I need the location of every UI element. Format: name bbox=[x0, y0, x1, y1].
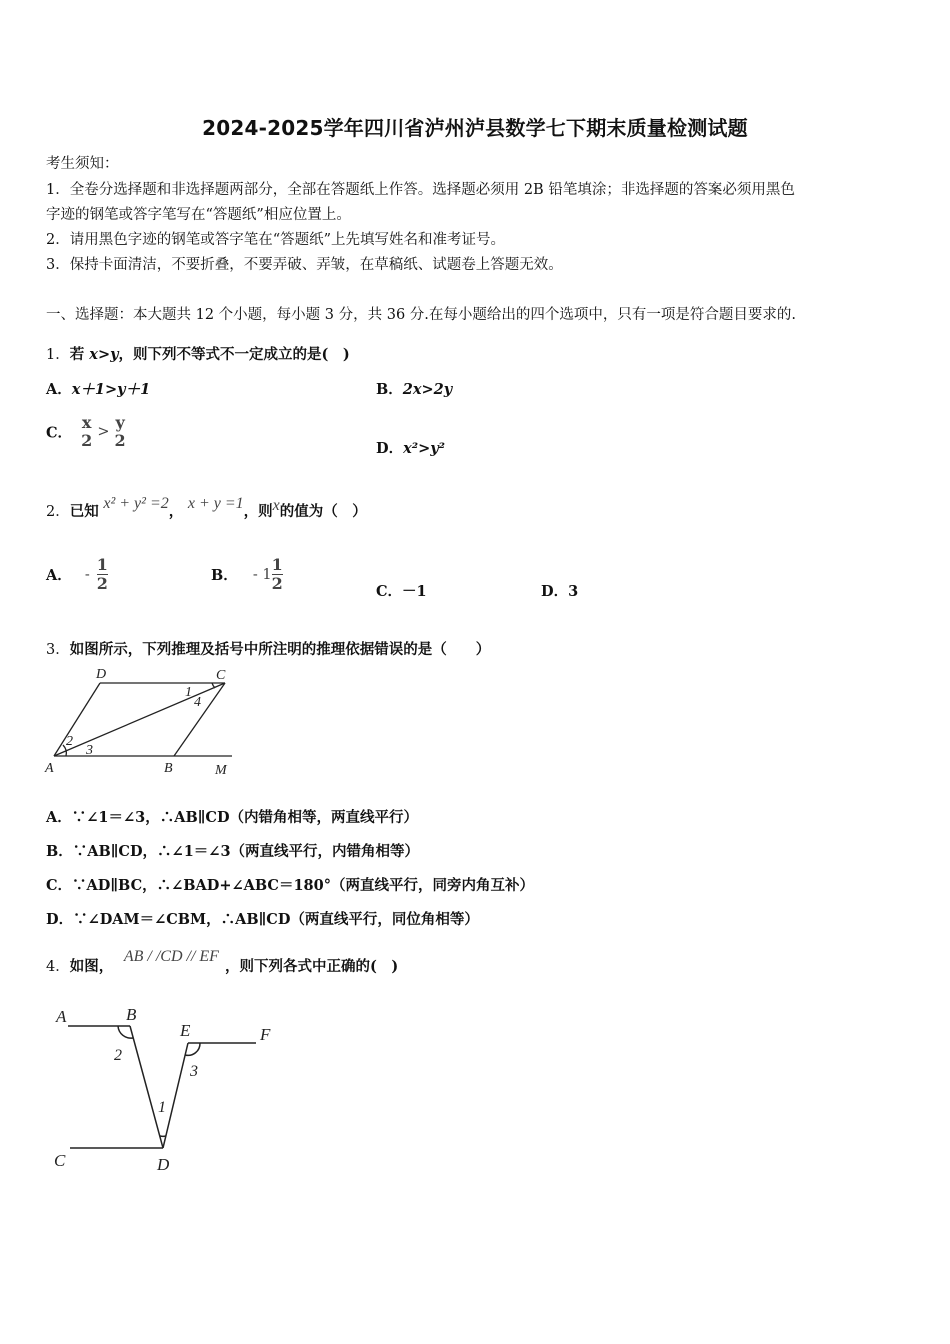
q3-option-b[interactable]: B．∵AB∥CD，∴∠1＝∠3（两直线平行，内错角相等） bbox=[46, 843, 420, 860]
q2-b-num: 1 bbox=[271, 555, 283, 574]
notice-heading: 考生须知： bbox=[46, 156, 119, 172]
q3-option-a[interactable]: A．∵∠1＝∠3，∴AB∥CD（内错角相等，两直线平行） bbox=[46, 809, 419, 826]
q3-figure bbox=[40, 662, 240, 778]
q4-formula: AB / /CD // EF bbox=[123, 948, 219, 965]
q3-angle-4: 4 bbox=[194, 695, 201, 710]
q2-b-fraction bbox=[272, 556, 283, 593]
q1-stem-pre: 若 bbox=[69, 346, 90, 363]
page-title: 2024-2025学年四川省泸州泸县数学七下期末质量检测试题 bbox=[202, 116, 748, 140]
q4-angle-1: 1 bbox=[158, 1099, 166, 1116]
q2-d-text: 3 bbox=[568, 583, 579, 600]
q1-c-fraction-1 bbox=[81, 414, 92, 450]
q4-stem-post: ，则下列各式中正确的( ) bbox=[224, 958, 399, 975]
q2-a-fraction bbox=[97, 556, 108, 593]
q2-comma: ， bbox=[168, 503, 184, 520]
q2-number: 2． bbox=[46, 504, 70, 520]
q4-number: 4． bbox=[46, 959, 70, 975]
q2-option-b[interactable] bbox=[211, 556, 283, 593]
q4-angle-2: 2 bbox=[114, 1047, 122, 1064]
q3-angle-2: 2 bbox=[66, 734, 73, 749]
q1-c-operator: > bbox=[97, 424, 110, 440]
q2-b-den: 2 bbox=[271, 574, 283, 593]
q2-b-label: B． bbox=[211, 567, 238, 584]
q1-c-den-2: 2 bbox=[114, 431, 126, 450]
q2-option-a[interactable] bbox=[46, 556, 108, 593]
section-heading: 一、选择题：本大题共 12 个小题，每小题 3 分，共 36 分.在每小题给出的四个选项中，只有一项是符合题目要求的. bbox=[46, 307, 796, 323]
q3-option-d[interactable]: D．∵∠DAM＝∠CBM，∴AB∥CD（两直线平行，同位角相等） bbox=[46, 911, 479, 928]
q2-formula-1: x² + y² =2 bbox=[103, 495, 169, 512]
q4-label-b: B bbox=[126, 1005, 137, 1024]
q1-b-label: B． bbox=[376, 381, 403, 398]
notice-line-2: 2．请用黑色字迹的钢笔或答字笔在“答题纸”上先填写姓名和准考证号。 bbox=[46, 232, 506, 248]
q2-stem-mid: ，则 bbox=[243, 503, 273, 520]
notice-line-1a: 1．全卷分选择题和非选择题两部分，全部在答题纸上作答。选择题必须用 2B 铅笔填涂；非选择题的答案必须用黑色 bbox=[46, 182, 795, 198]
q1-d-text: x²>y² bbox=[403, 440, 445, 457]
q1-b-text: 2x>2y bbox=[402, 381, 453, 398]
q2-b-whole: - 1 bbox=[252, 566, 272, 583]
q1-a-text: x＋1>y＋1 bbox=[71, 381, 151, 398]
notice-line-1b: 字迹的钢笔或答字笔写在“答题纸”相应位置上。 bbox=[46, 207, 351, 223]
q2-stem-pre: 已知 bbox=[69, 503, 99, 520]
q2-option-d[interactable] bbox=[541, 580, 578, 601]
q1-option-c[interactable] bbox=[46, 414, 126, 450]
q1-number: 1． bbox=[46, 347, 70, 363]
notice-line-3: 3．保持卡面清洁，不要折叠，不要弄破、弄皱，在草稿纸、试题卷上答题无效。 bbox=[46, 257, 563, 273]
q1-stem-var: x>y bbox=[89, 346, 119, 363]
q1-c-den-1: 2 bbox=[81, 431, 93, 450]
q3-angle-3: 3 bbox=[86, 743, 93, 758]
q1-c-label: C． bbox=[46, 424, 73, 442]
q1-c-num-2: y bbox=[115, 413, 125, 432]
q2-d-label: D． bbox=[541, 583, 569, 600]
q1-c-fraction-2 bbox=[115, 414, 126, 450]
q3-label-m: M bbox=[215, 763, 227, 778]
q3-option-c[interactable]: C．∵AD∥BC，∴∠BAD+∠ABC＝180°（两直线平行，同旁内角互补） bbox=[46, 877, 534, 894]
q2-c-text: －1 bbox=[402, 583, 427, 600]
q3-stem-text: 如图所示，下列推理及括号中所注明的推理依据错误的是（ ） bbox=[69, 641, 491, 658]
q1-c-num-1: x bbox=[81, 413, 92, 432]
q2-c-label: C． bbox=[376, 583, 403, 600]
q1-stem bbox=[46, 343, 350, 364]
q4-figure bbox=[48, 1000, 284, 1180]
q4-stem-pre: 如图， bbox=[69, 958, 114, 975]
q4-stem bbox=[46, 948, 399, 976]
q4-label-d: D bbox=[157, 1155, 170, 1174]
q1-a-label: A． bbox=[46, 381, 72, 398]
q3-label-c: C bbox=[216, 668, 226, 683]
q3-angle-1: 1 bbox=[185, 685, 192, 700]
q2-formula-3: x bbox=[272, 497, 280, 514]
q3-number: 3． bbox=[46, 642, 70, 658]
q3-stem bbox=[46, 638, 490, 659]
q3-label-a: A bbox=[45, 761, 54, 776]
q2-stem-post: 的值为（ ） bbox=[279, 503, 367, 520]
q4-label-f: F bbox=[260, 1025, 271, 1044]
q4-label-a: A bbox=[56, 1007, 67, 1026]
q2-stem bbox=[46, 495, 367, 521]
q1-d-label: D． bbox=[376, 440, 404, 457]
q4-label-c: C bbox=[54, 1151, 66, 1170]
q2-a-label: A． bbox=[46, 567, 72, 584]
q2-option-c[interactable] bbox=[376, 580, 427, 601]
q2-a-num: 1 bbox=[96, 555, 108, 574]
q1-option-b[interactable] bbox=[376, 378, 452, 399]
q4-angle-3: 3 bbox=[190, 1063, 198, 1080]
q2-a-sign: - bbox=[84, 566, 90, 583]
q1-option-d[interactable] bbox=[376, 437, 445, 458]
q2-formula-2: x + y =1 bbox=[187, 495, 244, 512]
q1-option-a[interactable] bbox=[46, 378, 150, 399]
q2-a-den: 2 bbox=[96, 574, 108, 593]
q3-label-d: D bbox=[96, 667, 107, 682]
q1-stem-post: ，则下列不等式不一定成立的是( ) bbox=[118, 346, 350, 363]
q4-label-e: E bbox=[180, 1021, 191, 1040]
q3-label-b: B bbox=[164, 761, 173, 776]
